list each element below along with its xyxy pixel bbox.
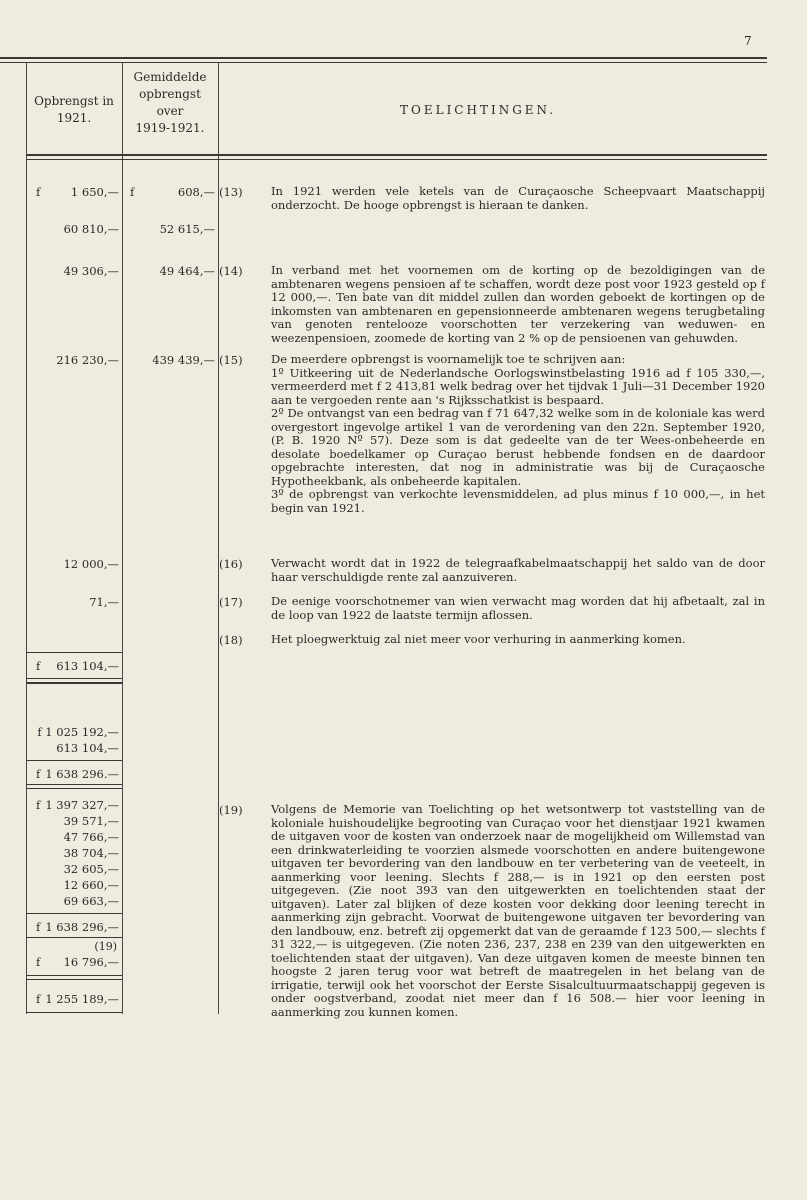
- summary-double-rule: [26, 784, 122, 785]
- total-double-rule: [26, 678, 122, 679]
- currency-mark: f: [36, 798, 41, 812]
- header-rule-thin: [26, 159, 767, 160]
- header-col2-line3: over: [156, 104, 184, 118]
- breakdown-amount: 39 571,—: [63, 814, 119, 828]
- header-col2-line1: Gemiddelde: [133, 70, 207, 84]
- amount-1921: 60 810,—: [63, 222, 119, 236]
- note-text-18-body: Het ploegwerktuig zal niet meer voor verhuring in aanmerking komen.: [271, 632, 686, 646]
- deduction-rule: [26, 975, 122, 976]
- total-amount: 613 104,—: [56, 659, 119, 673]
- note-text-18: [271, 633, 765, 647]
- deduction-rule-2: [26, 979, 122, 980]
- column-separator-2: [122, 62, 123, 1014]
- note-text-15-intro: De meerdere opbrengst is voornamelijk toe te schrijven aan:: [271, 352, 626, 366]
- summary-amount-2: 613 104,—: [56, 741, 119, 755]
- header-rule: [26, 154, 767, 156]
- total-rule: [26, 652, 122, 653]
- header-col1: [28, 93, 120, 127]
- note-ref-15: (15): [219, 353, 243, 367]
- breakdown-double-rule: [26, 937, 122, 938]
- currency-mark: f: [36, 992, 41, 1006]
- currency-mark: f: [36, 185, 41, 199]
- section-title: TOELICHTINGEN.: [400, 103, 557, 117]
- note-text-16-body: Verwacht wordt dat in 1922 de telegraafkabelmaatschappij het saldo van de door haar verschuldigde rente zal aanzuiveren.: [271, 556, 765, 584]
- amount-1921: 71,—: [89, 595, 119, 609]
- amount-average: 49 464,—: [159, 264, 215, 278]
- header-col2-line4: 1919-1921.: [135, 121, 205, 135]
- breakdown-amount: 69 663,—: [63, 894, 119, 908]
- total-double-rule-2: [26, 682, 122, 684]
- breakdown-amount: 38 704,—: [63, 846, 119, 860]
- amount-1921: 12 000,—: [63, 557, 119, 571]
- currency-mark: f: [130, 185, 135, 199]
- currency-mark: f: [36, 659, 41, 673]
- deduction-amount: 16 796,—: [63, 955, 119, 969]
- breakdown-total: 1 638 296,—: [45, 920, 119, 934]
- header-col2: [124, 69, 216, 137]
- header-col2-line2: opbrengst: [139, 87, 201, 101]
- header-col1-line2: 1921.: [56, 111, 92, 125]
- amount-1921: 1 650,—: [70, 185, 119, 199]
- note-text-15-item2: 2º De ontvangst van een bedrag van f 71 647,32 welke som in de koloniale kas werd overgestort ingevolge artikel 1 van de verordening van den 22n. September 1920, (P. B. 1920 Nº 57). Deze som is dat gedeelte van de ter Wees-onbeheerde en desolate boedelkamer op Curaçao berust hebbende fondsen en de daardoor opgebrachte interesten, dat nog in administratie was bij de Curaçaosche Hypotheekbank, als onbeheerde kapitalen.: [271, 406, 765, 488]
- currency-mark: f: [36, 920, 41, 934]
- note-text-15: [271, 353, 765, 515]
- note-text-13: [271, 185, 765, 212]
- breakdown-amount: 12 660,—: [63, 878, 119, 892]
- column-separator-1: [26, 62, 27, 1014]
- note-ref-14: (14): [219, 264, 243, 278]
- header-col1-line1: Opbrengst in: [34, 94, 114, 108]
- note-text-15-item3: 3º de opbrengst van verkochte levensmiddelen, ad plus minus f 10 000,—, in het begin van 1921.: [271, 487, 765, 515]
- note-text-14-body: In verband met het voornemen om de korting op de bezoldigingen van de ambtenaren wegens pensioen af te schaffen, wordt deze post voor 1923 gesteld op f 12 000,—. Ten bate van dit middel zullen dan worden geboekt de kortingen op de inkomsten van ambtenaren en gepensionneerde ambtenaren wegens terugbetaling van genoten rentelooze voorschotten ter verzekering van weduwen- en weezenpensioen, zoomede de korting van 2 % op de pensioenen van gehuwden.: [271, 263, 765, 345]
- note-text-17-body: De eenige voorschotnemer van wien verwacht mag worden dat hij afbetaalt, zal in de loop van 1922 de laatste termijn aflossen.: [271, 594, 765, 622]
- note-ref-16: (16): [219, 557, 243, 571]
- top-rule: [0, 57, 767, 59]
- note-ref-18: (18): [219, 633, 243, 647]
- note-text-19: [271, 803, 765, 1019]
- final-amount: 1 255 189,—: [45, 992, 119, 1006]
- summary-total: 1 638 296.—: [45, 767, 119, 781]
- note-text-14: [271, 264, 765, 345]
- amount-average: 608,—: [177, 185, 215, 199]
- note-ref-19: (19): [219, 803, 243, 817]
- page-number: 7: [744, 34, 752, 48]
- currency-mark: f: [36, 955, 41, 969]
- amount-average: 439 439,—: [152, 353, 215, 367]
- breakdown-rule: [26, 913, 122, 914]
- currency-mark: f: [36, 767, 41, 781]
- summary-double-rule-2: [26, 788, 122, 789]
- amount-1921: 216 230,—: [56, 353, 119, 367]
- breakdown-amount: 1 397 327,—: [45, 798, 119, 812]
- final-rule: [26, 1012, 122, 1013]
- summary-rule: [26, 760, 122, 761]
- column-separator-3: [218, 62, 219, 1014]
- note-text-15-item1: 1º Uitkeering uit de Nederlandsche Oorlogswinstbelasting 1916 ad f 105 330,—, vermeerderd met f 2 413,81 welk bedrag over het tijdvak 1 Juli—31 December 1920 aan te vergoeden rente aan 's Rijksschatkist is bespaard.: [271, 365, 765, 407]
- breakdown-amount: 47 766,—: [63, 830, 119, 844]
- note-ref-17: (17): [219, 595, 243, 609]
- note-text-19-body: Volgens de Memorie van Toelichting op het wetsontwerp tot vaststelling van de koloniale huishoudelijke begrooting van Curaçao voor het dienstjaar 1921 kwamen de uitgaven voor de kosten van onderzoek naar de mogelijkheid om Willemstad van een drinkwaterleiding te voorzien alsmede voorschotten en andere buitengewone uitgaven ter bevordering van den landbouw en ter verbetering van de veeteelt, in aanmerking voor leening. Slechts f 288,— is in 1921 op den eersten post uitgegeven. (Zie noot 393 van den uitgewerkten en toelichtenden staat der uitgaven). Later zal blijken of deze kosten voor dekking door leening terecht in aanmerking zijn gebracht. Voorwat de buitengewone uitgaven ter bevordering van den landbouw, enz. betreft zij opgemerkt dat van de geraamde f 123 500,— slechts f 31 322,— is uitgegeven. (Zie noten 236, 237, 238 en 239 van den uitgewerkten en toelichtenden staat der uitgaven). Van deze uitgaven komen de meeste binnen ten hoogste 2 jaren terug voor wat betreft de maatregelen in het belang van de irrigatie, terwijl ook het voorschot der Eerste Sisalcultuurmaatschappij gegeven is onder oogstverband, zoodat niet meer dan f 16 508.— hier voor leening in aanmerking zou kunnen komen.: [271, 802, 765, 1019]
- amount-average: 52 615,—: [159, 222, 215, 236]
- top-rule-thin: [0, 62, 767, 63]
- note-ref-13: (13): [219, 185, 243, 199]
- note-text-16: [271, 557, 765, 584]
- note-ref-19-small: (19): [94, 940, 117, 953]
- amount-1921: 49 306,—: [63, 264, 119, 278]
- summary-amount-1: f 1 025 192,—: [37, 725, 119, 739]
- breakdown-amount: 32 605,—: [63, 862, 119, 876]
- note-text-17: [271, 595, 765, 622]
- note-text-13-body: In 1921 werden vele ketels van de Curaçaosche Scheepvaart Maatschappij onderzocht. De hooge opbrengst is hieraan te danken.: [271, 184, 765, 212]
